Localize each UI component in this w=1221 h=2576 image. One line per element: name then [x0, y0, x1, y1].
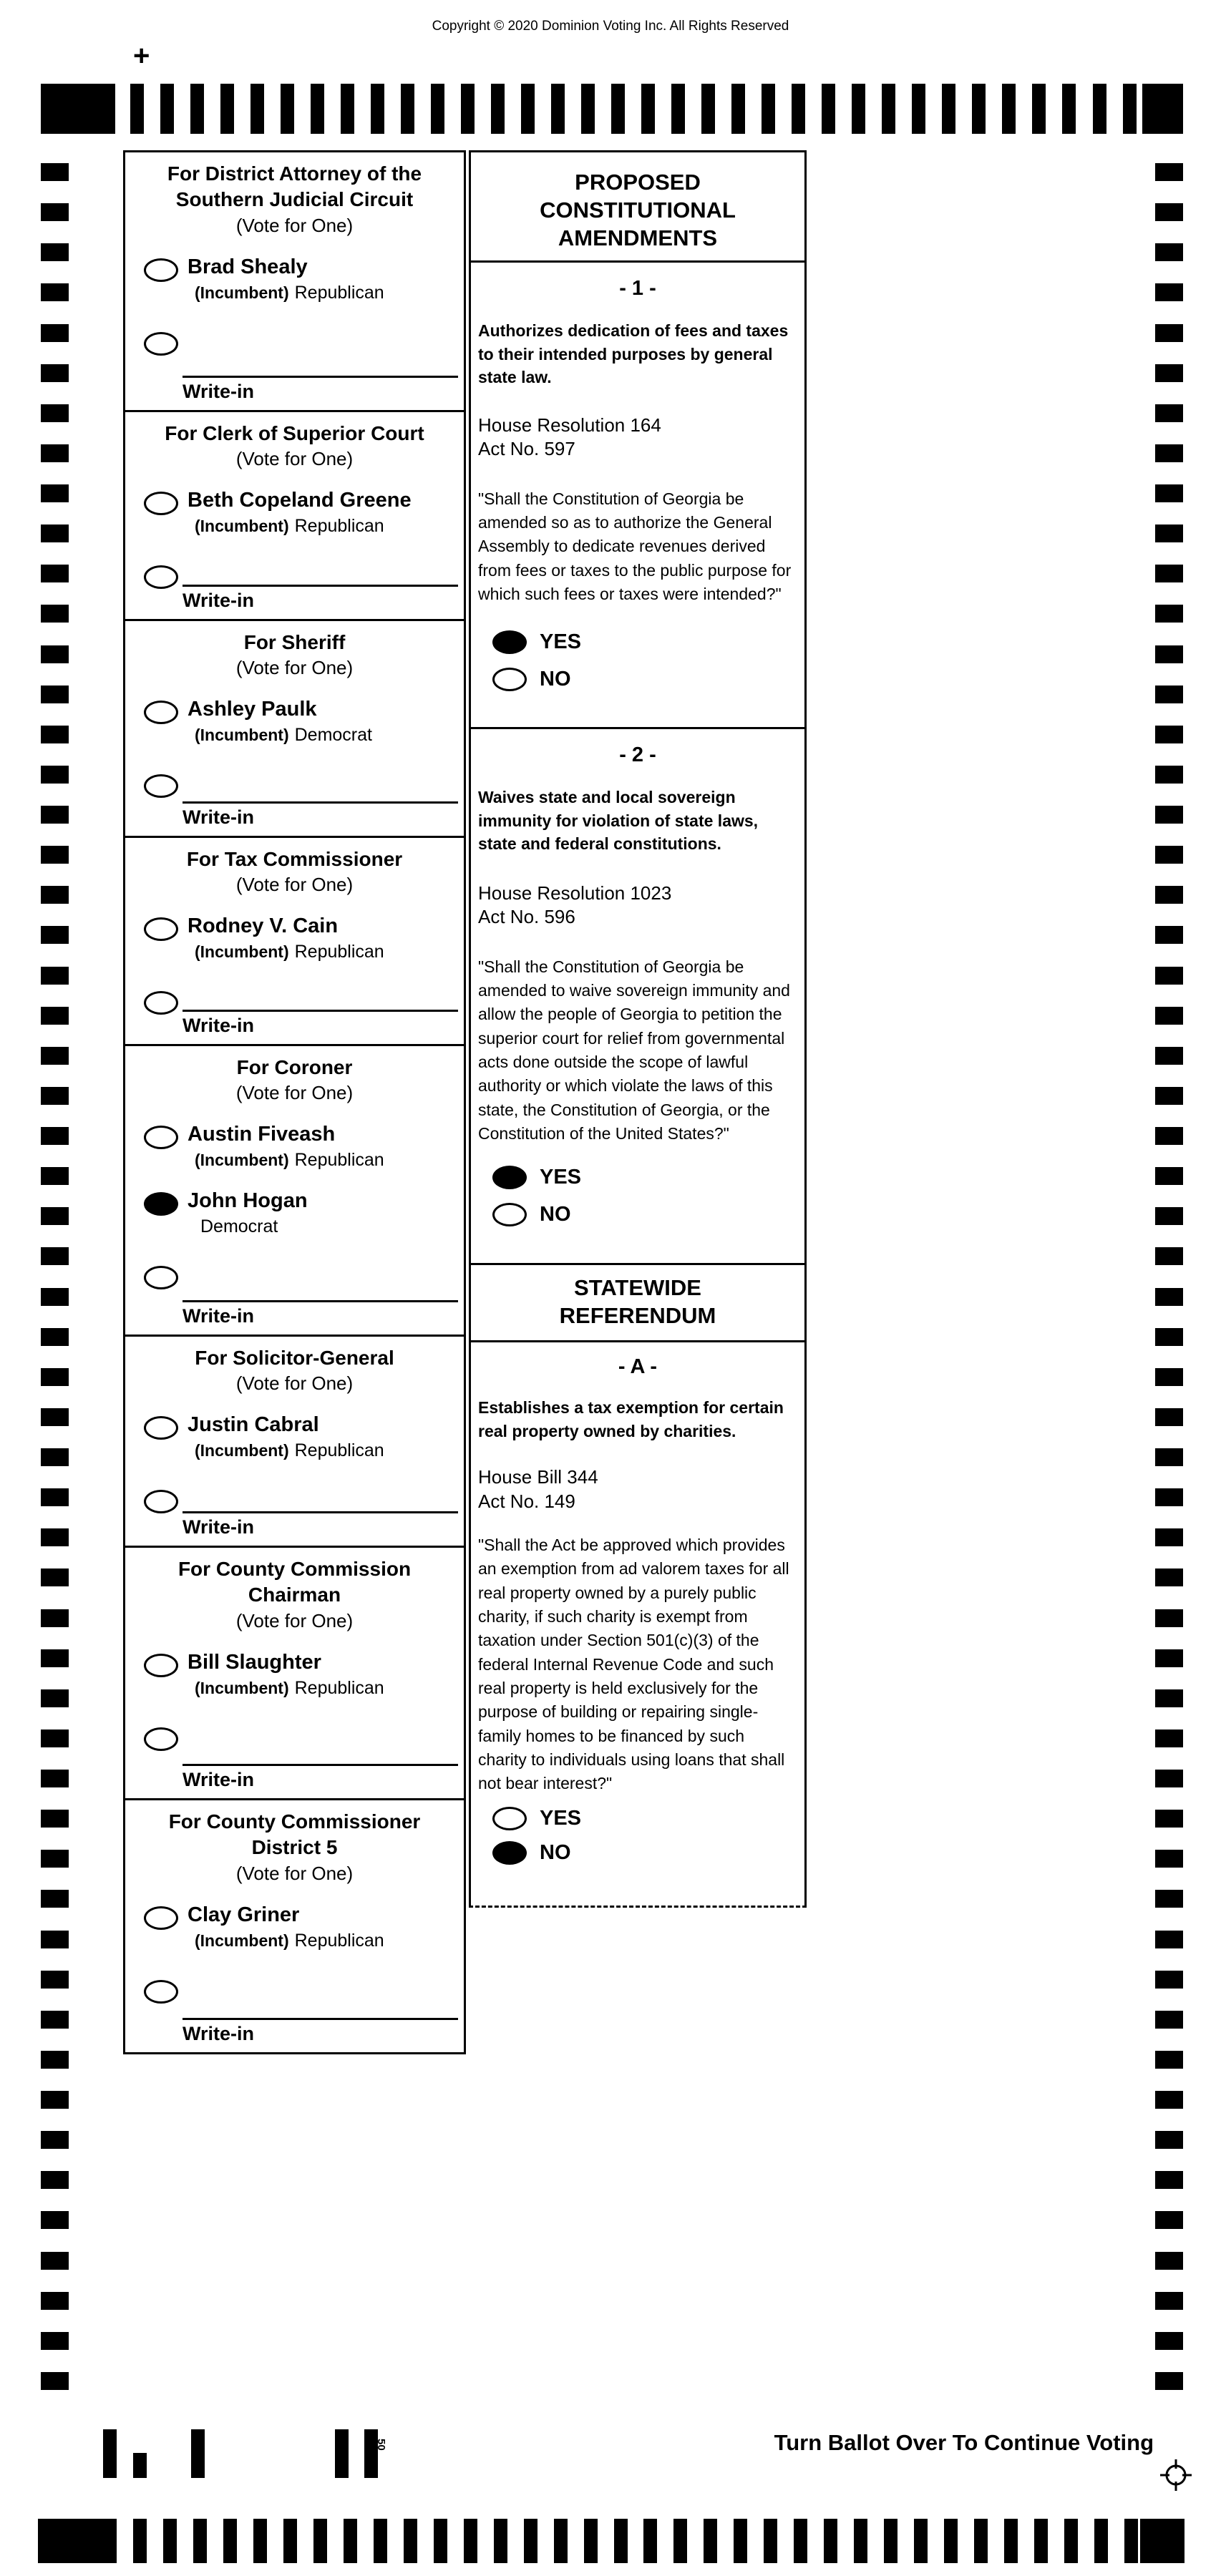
- write-in-bubble[interactable]: [144, 565, 178, 589]
- vote-for-instruction: (Vote for One): [235, 1609, 354, 1631]
- write-in-bubble[interactable]: [144, 1266, 178, 1289]
- contest-district-attorney: [125, 152, 464, 410]
- candidate-name: Clay Griner: [188, 1903, 300, 1926]
- no-bubble[interactable]: [492, 668, 527, 691]
- timing-block-top-right: [1142, 84, 1183, 134]
- write-in-label: Write-in: [183, 2023, 254, 2044]
- measure-reference: [471, 1465, 804, 1513]
- referendum-header: STATEWIDE REFERENDUM: [471, 1263, 804, 1340]
- candidate-name: Justin Cabral: [188, 1413, 319, 1437]
- incumbent-label: (Incumbent): [195, 1441, 289, 1460]
- yes-bubble[interactable]: [492, 1807, 527, 1830]
- write-in-area: [183, 585, 458, 612]
- candidate-row: [144, 698, 464, 746]
- candidate-row: [144, 255, 464, 303]
- write-in-bubble[interactable]: [144, 1490, 178, 1513]
- write-in-label: Write-in: [183, 1015, 254, 1036]
- candidate-row: [144, 1123, 464, 1171]
- vote-bubble-justin-cabral[interactable]: [144, 1416, 178, 1440]
- write-in-area: [183, 1764, 458, 1791]
- party-label: Republican: [294, 282, 384, 303]
- write-in-label: Write-in: [183, 590, 254, 611]
- timing-block-bottom-right: [1140, 2519, 1184, 2563]
- write-in-line[interactable]: [183, 801, 458, 804]
- candidate-name: Rodney V. Cain: [188, 914, 339, 938]
- write-in-bubble[interactable]: [144, 1727, 178, 1751]
- amendment-2-section: [471, 727, 804, 1263]
- vote-bubble-john-hogan[interactable]: [144, 1192, 178, 1216]
- measure-number: - 2 -: [619, 743, 656, 766]
- contest-title: For District Attorney of the Southern Judicial Circuit: [167, 162, 422, 211]
- measure-summary: Waives state and local sovereign immunity for violation of state laws, state and federal constitutions.: [478, 788, 759, 854]
- measure-reference: [471, 414, 804, 462]
- incumbent-label: (Incumbent): [195, 283, 289, 302]
- registration-crosshair-icon: [1159, 2459, 1192, 2495]
- measure-ref-line: Act No. 149: [478, 1490, 575, 1512]
- write-in-area: [183, 1010, 458, 1037]
- contest-title: For County Commission Chairman: [177, 1558, 412, 1606]
- write-in-label: Write-in: [183, 1769, 254, 1790]
- contest-county-commission-chairman: [125, 1546, 464, 1798]
- candidate-row: [144, 1189, 464, 1237]
- vote-for-instruction: (Vote for One): [235, 657, 354, 679]
- measure-summary: Authorizes dedication of fees and taxes to their intended purposes by general state law.: [478, 321, 789, 387]
- candidate-name: John Hogan: [188, 1189, 308, 1213]
- candidate-row: [144, 914, 464, 962]
- candidate-name: Austin Fiveash: [188, 1123, 336, 1146]
- write-in-line[interactable]: [183, 1764, 458, 1766]
- barcode-bar: [103, 2429, 117, 2478]
- no-label: NO: [540, 667, 571, 691]
- measure-ref-line: House Resolution 1023: [478, 882, 672, 904]
- candidate-row: [144, 489, 464, 537]
- yes-label: YES: [540, 630, 582, 653]
- contest-title: For County Commissioner District 5: [168, 1810, 421, 1859]
- write-in-area: [183, 2018, 458, 2045]
- write-in-area: [183, 376, 458, 403]
- no-label: NO: [540, 1841, 571, 1865]
- timing-block-bottom-left: [38, 2519, 117, 2563]
- timing-block-top-left: [41, 84, 115, 134]
- measure-number: - A -: [618, 1355, 658, 1378]
- choice-row-no: [492, 1200, 804, 1229]
- candidate-row: [144, 1413, 464, 1461]
- write-in-bubble[interactable]: [144, 774, 178, 798]
- candidate-row: [144, 1903, 464, 1951]
- incumbent-label: (Incumbent): [195, 1678, 289, 1697]
- referendum-a-section: [471, 1340, 804, 1906]
- vote-bubble-rodney-cain[interactable]: [144, 917, 178, 941]
- measure-question: "Shall the Constitution of Georgia be amended to waive sovereign immunity and allow the people of Georgia to petition the superior court for relief from governmental acts done outside the scope of lawful authority or which violate the laws of this state, the Constitution of Georgia, or the Constitution of the United States?": [478, 957, 790, 1143]
- barcode-bar: [191, 2429, 205, 2478]
- write-in-label: Write-in: [183, 806, 254, 828]
- incumbent-label: (Incumbent): [195, 942, 289, 962]
- vote-bubble-clay-griner[interactable]: [144, 1906, 178, 1930]
- incumbent-label: (Incumbent): [195, 726, 289, 745]
- no-bubble[interactable]: [492, 1841, 527, 1865]
- vote-for-instruction: (Vote for One): [235, 1372, 354, 1395]
- amendment-1-section: [471, 260, 804, 727]
- vote-for-instruction: (Vote for One): [235, 214, 354, 236]
- measure-question: "Shall the Constitution of Georgia be amended so as to authorize the General Assembly to dedicate revenues derived from fees or taxes to the public purpose for which such fees or taxes were intended?": [478, 489, 792, 603]
- contest-sheriff: [125, 619, 464, 836]
- incumbent-label: (Incumbent): [195, 517, 289, 536]
- measure-ref-line: Act No. 597: [478, 438, 575, 460]
- party-label: Democrat: [294, 725, 372, 746]
- write-in-bubble[interactable]: [144, 332, 178, 356]
- write-in-label: Write-in: [183, 1305, 254, 1327]
- timing-marks-right: [1155, 163, 1183, 2390]
- incumbent-label: (Incumbent): [195, 1151, 289, 1170]
- measure-ref-line: Act No. 596: [478, 906, 575, 928]
- choice-row-no: [492, 1839, 804, 1868]
- turn-ballot-over-text: Turn Ballot Over To Continue Voting: [774, 2430, 1154, 2455]
- timing-marks-bottom: [133, 2519, 1138, 2563]
- candidate-name: Brad Shealy: [188, 255, 308, 278]
- registration-plus-mark: +: [133, 40, 150, 72]
- vote-for-instruction: (Vote for One): [235, 1862, 354, 1884]
- contest-title: For Solicitor-General: [195, 1347, 394, 1369]
- candidate-row: [144, 1651, 464, 1699]
- choice-row-yes: [492, 1163, 804, 1191]
- choice-row-no: [492, 665, 804, 693]
- yes-bubble[interactable]: [492, 1166, 527, 1189]
- write-in-area: [183, 1511, 458, 1538]
- contest-coroner: [125, 1044, 464, 1335]
- vote-for-instruction: (Vote for One): [235, 1082, 354, 1104]
- party-label: Republican: [294, 1150, 384, 1171]
- write-in-line[interactable]: [183, 1010, 458, 1012]
- party-label: Republican: [294, 1677, 384, 1698]
- party-label: Republican: [294, 1930, 384, 1951]
- measure-question: "Shall the Act be approved which provides an exemption from ad valorem taxes for all real property owned by a purely public charity, if such charity is exempt from taxation under Section 501(c)(3) of the federal Internal Revenue Code and such real property is held exclusively for the purpose of building or repairing single-family homes to be financed by such charity to individuals using loans that shall not bear interest?": [478, 1535, 789, 1793]
- yes-label: YES: [540, 1807, 582, 1830]
- write-in-bubble[interactable]: [144, 991, 178, 1015]
- measure-summary: Establishes a tax exemption for certain real property owned by charities.: [478, 1398, 784, 1440]
- contest-clerk-superior-court: [125, 410, 464, 619]
- write-in-area: [183, 1300, 458, 1327]
- contest-title: For Coroner: [236, 1056, 353, 1078]
- choice-row-yes: [492, 1805, 804, 1833]
- choice-row-yes: [492, 628, 804, 656]
- contest-title: For Tax Commissioner: [186, 848, 403, 870]
- barcode-bar: [364, 2429, 378, 2478]
- vote-bubble-brad-shealy[interactable]: [144, 258, 178, 282]
- measure-ref-line: House Resolution 164: [478, 414, 661, 436]
- party-label: Republican: [294, 1440, 384, 1461]
- candidate-name: Ashley Paulk: [188, 698, 317, 721]
- vote-bubble-beth-copeland-greene[interactable]: [144, 492, 178, 515]
- measure-ref-line: House Bill 344: [478, 1466, 598, 1488]
- contest-tax-commissioner: [125, 836, 464, 1044]
- write-in-label: Write-in: [183, 381, 254, 402]
- amendments-header: PROPOSED CONSTITUTIONAL AMENDMENTS: [540, 170, 736, 251]
- barcode-bar: [133, 2453, 147, 2478]
- copyright-text: Copyright © 2020 Dominion Voting Inc. All Rights Reserved: [432, 19, 789, 34]
- vote-for-instruction: (Vote for One): [235, 448, 354, 470]
- yes-label: YES: [540, 1165, 582, 1189]
- write-in-line[interactable]: [183, 376, 458, 378]
- ballot-column-measures: [469, 150, 807, 1908]
- party-label: Republican: [294, 516, 384, 537]
- party-label: Republican: [294, 942, 384, 962]
- contest-title: For Clerk of Superior Court: [165, 422, 424, 444]
- no-bubble[interactable]: [492, 1203, 527, 1226]
- measure-reference: [471, 882, 804, 930]
- no-label: NO: [540, 1202, 571, 1226]
- vote-bubble-bill-slaughter[interactable]: [144, 1654, 178, 1677]
- timing-marks-top: [130, 84, 1137, 134]
- ballot-column-contests: [123, 150, 466, 2054]
- measure-number: - 1 -: [619, 277, 656, 300]
- write-in-label: Write-in: [183, 1516, 254, 1538]
- stub-sequence-code: 50: [375, 2439, 387, 2451]
- contest-solicitor-general: [125, 1335, 464, 1546]
- vote-bubble-austin-fiveash[interactable]: [144, 1126, 178, 1149]
- contest-title: For Sheriff: [243, 631, 346, 653]
- vote-bubble-ashley-paulk[interactable]: [144, 701, 178, 724]
- write-in-area: [183, 801, 458, 829]
- write-in-line[interactable]: [183, 2018, 458, 2020]
- yes-bubble[interactable]: [492, 630, 527, 654]
- contest-county-commissioner-district-5: [125, 1798, 464, 2052]
- write-in-bubble[interactable]: [144, 1980, 178, 2004]
- write-in-line[interactable]: [183, 1511, 458, 1513]
- barcode-bar: [335, 2429, 349, 2478]
- timing-marks-left: [41, 163, 69, 2390]
- vote-for-instruction: (Vote for One): [235, 874, 354, 896]
- candidate-name: Bill Slaughter: [188, 1650, 321, 1674]
- write-in-line[interactable]: [183, 585, 458, 587]
- candidate-name: Beth Copeland Greene: [188, 489, 412, 512]
- party-label: Democrat: [200, 1216, 278, 1237]
- incumbent-label: (Incumbent): [195, 1931, 289, 1950]
- write-in-line[interactable]: [183, 1300, 458, 1302]
